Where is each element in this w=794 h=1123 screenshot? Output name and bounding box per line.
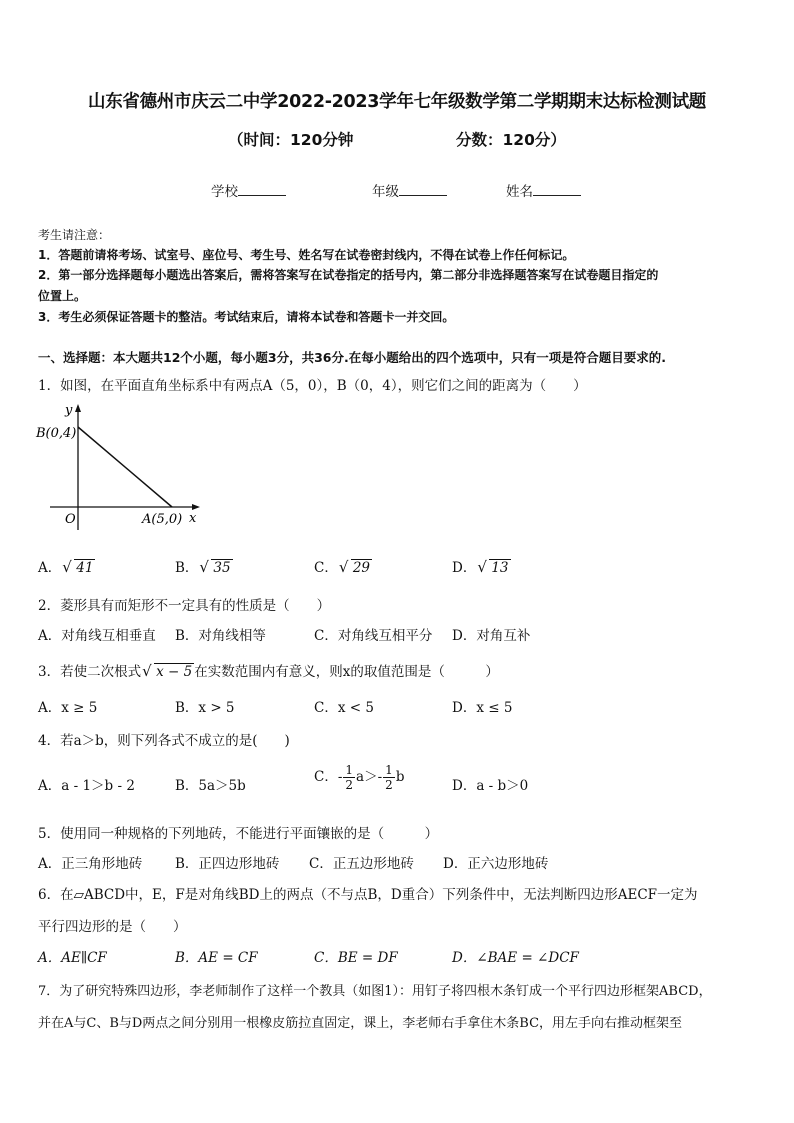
q2-option-c: C．对角线互相平分	[314, 628, 433, 644]
q6-option-b: B．AE = CF	[175, 950, 258, 966]
q1-stem: 1．如图，在平面直角坐标系中有两点A（5，0），B（0，4），则它们之间的距离为（ ）	[38, 378, 587, 394]
grade-blank	[399, 181, 447, 196]
exam-score: 分数：120分）	[456, 131, 566, 149]
origin-label: O	[65, 512, 76, 527]
q5-option-c: C．正五边形地砖	[309, 856, 414, 872]
frac-half-1: $\frac{1}{2}$	[345, 763, 354, 792]
point-b-label: B(0,4)	[36, 426, 77, 441]
q3-option-b: B．x > 5	[175, 700, 235, 716]
q2-option-b: B．对角线相等	[175, 628, 266, 644]
q6-option-d: D．∠BAE = ∠DCF	[452, 950, 579, 966]
q3-option-a: A．x ≥ 5	[38, 700, 98, 716]
q4-option-a: A．a - 1＞b - 2	[38, 778, 135, 794]
q3-option-d: D．x ≤ 5	[452, 700, 513, 716]
point-a-label: A(5,0)	[142, 512, 183, 527]
q3-option-c: C．x < 5	[314, 700, 374, 716]
q5-option-d: D．正六边形地砖	[443, 856, 549, 872]
page-title: 山东省德州市庆云二中学2022-2023学年七年级数学第二学期期末达标检测试题	[88, 92, 706, 112]
name-label: 姓名	[506, 184, 533, 200]
q7-stem: 7．为了研究特殊四边形，李老师制作了这样一个教具（如图1）：用钉子将四根木条钉成一个平行四边形框架ABCD，	[38, 984, 712, 999]
q1-option-c: C．√ 29	[314, 556, 372, 576]
q4-option-b: B．5a＞5b	[175, 778, 246, 794]
q1-option-d: D．√ 13	[452, 556, 511, 576]
y-label: y	[65, 403, 73, 418]
q4-option-c: C．- $\frac{1}{2}$ a＞- $\frac{1}{2}$ b	[314, 763, 405, 792]
note-1: 1．答题前请将考场、试室号、座位号、考生号、姓名写在试卷密封线内，不得在试卷上作任何标记。	[38, 248, 575, 262]
name-blank	[533, 181, 581, 196]
q2-stem: 2．菱形具有而矩形不一定具有的性质是（ ）	[38, 598, 331, 614]
q4-stem: 4．若a＞b，则下列各式不成立的是( )	[38, 733, 290, 749]
y-arrow	[75, 404, 81, 412]
school-field	[211, 180, 286, 200]
q1-option-a: A．√ 41	[38, 556, 95, 576]
q5-option-a: A．正三角形地砖	[38, 856, 143, 872]
segment-ab	[78, 427, 172, 507]
x-label: x	[189, 511, 197, 526]
q1-figure	[34, 400, 204, 532]
q1-option-b: B．√ 35	[175, 556, 233, 576]
school-blank	[238, 181, 286, 196]
q6-stem-cont: 平行四边形的是（ ）	[38, 919, 187, 935]
q4-option-d: D．a - b＞0	[452, 778, 529, 794]
school-label: 学校	[211, 184, 238, 200]
x-arrow	[192, 504, 200, 510]
exam-time: （时间：120分钟	[228, 131, 354, 149]
q5-stem: 5．使用同一种规格的下列地砖，不能进行平面镶嵌的是（ ）	[38, 826, 439, 842]
notes-heading: 考生请注意：	[38, 228, 111, 242]
q5-option-b: B．正四边形地砖	[175, 856, 280, 872]
q2-option-a: A．对角线互相垂直	[38, 628, 156, 644]
name-field	[506, 180, 581, 200]
grade-field	[372, 180, 447, 200]
grade-label: 年级	[372, 184, 399, 200]
note-2-cont: 位置上。	[38, 289, 87, 303]
frac-half-2: $\frac{1}{2}$	[385, 763, 393, 792]
note-3: 3．考生必须保证答题卡的整洁。考试结束后，请将本试卷和答题卡一并交回。	[38, 310, 455, 324]
q6-option-c: C．BE = DF	[314, 950, 398, 966]
section-heading: 一、选择题：本大题共12个小题，每小题3分，共36分.在每小题给出的四个选项中，只有一项是符合题目要求的.	[38, 350, 666, 365]
q2-option-d: D．对角互补	[452, 628, 531, 644]
q6-option-a: A．AE∥CF	[38, 950, 107, 966]
q6-stem: 6．在▱ABCD中，E，F是对角线BD上的两点（不与点B，D重合）下列条件中，无法判断四边形AECF一定为	[38, 887, 698, 903]
q3-stem: 3．若使二次根式√ x − 5 在实数范围内有意义，则x的取值范围是（ ）	[38, 660, 499, 680]
note-2: 2．第一部分选择题每小题选出答案后，需将答案写在试卷指定的括号内，第二部分非选择题答案写在试卷题目指定的	[38, 268, 659, 282]
q7-stem-cont: 并在A与C、B与D两点之间分别用一根橡皮筋拉直固定，课上，李老师右手拿住木条BC，用左手向右推动框架至	[38, 1016, 683, 1031]
